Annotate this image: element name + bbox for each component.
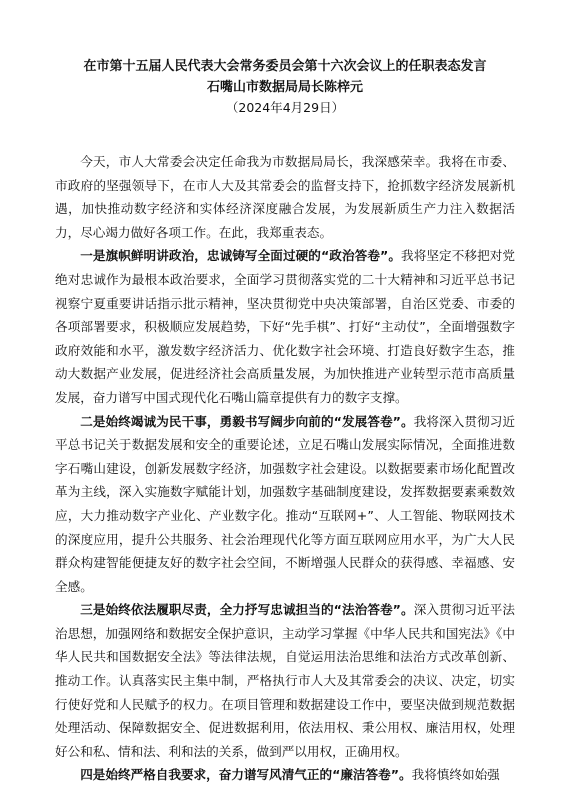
paragraph-text: 今天，市人大常委会决定任命我为市数据局局长，我深感荣幸。我将在市委、市政府的坚强领导下，在市人大及其常委会的监督支持下，抢抓数字经济发展新机遇，加快推动数字经济和实体经济深度融合发展，为发展新质生产力注入数据活力，尽心竭力做好各项工作。在此，我郑重表态。 <box>55 154 515 240</box>
speech-date: （2024年4月29日） <box>225 100 345 115</box>
rule-of-law-paragraph <box>55 598 515 763</box>
paragraph-text: 我将深入贯彻习近平总书记关于数据发展和安全的重要论述，立足石嘴山发展实际情况，全面推进数字石嘴山建设，创新发展数字经济，加强数字社会建设。以数据要素市场化配置改革为主线，深入实施数字赋能计划，加强数字基础制度建设，发挥数据要素乘数效应，大力推动数字产业化、产业数字化。推动“互联网+”、人工智能、物联网技术的深度应用，提升公共服务、社会治理现代化等方面互联网应用水平，为广大人民群众构建智能便捷友好的数字社会空间，不断增强人民群众的获得感、幸福感、安全感。 <box>55 413 515 594</box>
paragraph-lead: 二是始终竭诚为民干事，勇毅书写阔步向前的“发展答卷”。 <box>80 413 414 429</box>
paragraph-text: 深入贯彻习近平法治思想，加强网络和数据安全保护意识，主动学习掌握《中华人民共和国宪法》《中华人民共和国数据安全法》等法律法规，自觉运用法治思维和法治方式改革创新、推动工作。认真落实民主集中制，严格执行市人大及其常委会的决议、决定，切实行使好党和人民赋予的权力。在项目管理和数据建设工作中，要坚决做到规范数据处理活动、保障数据安全、促进数据利用，依法用权、秉公用权、廉洁用权，处理好公和私、情和法、利和法的关系，做到严以用权，正确用权。 <box>55 602 515 759</box>
speech-title: 在市第十五届人民代表大会常务委员会第十六次会议上的任职表态发言 <box>83 59 487 74</box>
speech-body <box>55 150 515 787</box>
development-paragraph <box>55 410 515 599</box>
politics-paragraph <box>55 244 515 409</box>
paragraph-lead: 三是始终依法履职尽责，全力抒写忠诚担当的“法治答卷”。 <box>80 602 414 618</box>
paragraph-lead: 四是始终严格自我要求，奋力谱写风清气正的“廉洁答卷”。 <box>80 767 412 783</box>
speaker-name: 石嘴山市数据局局长陈梓元 <box>206 80 363 95</box>
paragraph-text: 我将坚定不移把对党绝对忠诚作为最根本政治要求，全面学习贯彻落实党的二十大精神和习近平总书记视察宁夏重要讲话指示批示精神，坚决贯彻党中央决策部署，自治区党委、市委的各项部署要求，积极顺应发展趋势，下好“先手棋”、打好“主动仗”，全面增强数字政府效能和水平，激发数字经济活力、优化数字社会环境、打造良好数字生态，推动大数据产业发展，促进经济社会高质量发展，为加快推进产业转型示范市高质量发展，奋力谱写中国式现代化石嘴山篇章提供有力的数字支撑。 <box>55 248 515 405</box>
paragraph-text: 我将慎终如始强 <box>411 767 500 783</box>
paragraph-lead: 一是旗帜鲜明讲政治，忠诚铸写全面过硬的“政治答卷”。 <box>80 248 402 264</box>
intro-paragraph <box>55 150 515 244</box>
integrity-paragraph <box>55 763 515 787</box>
